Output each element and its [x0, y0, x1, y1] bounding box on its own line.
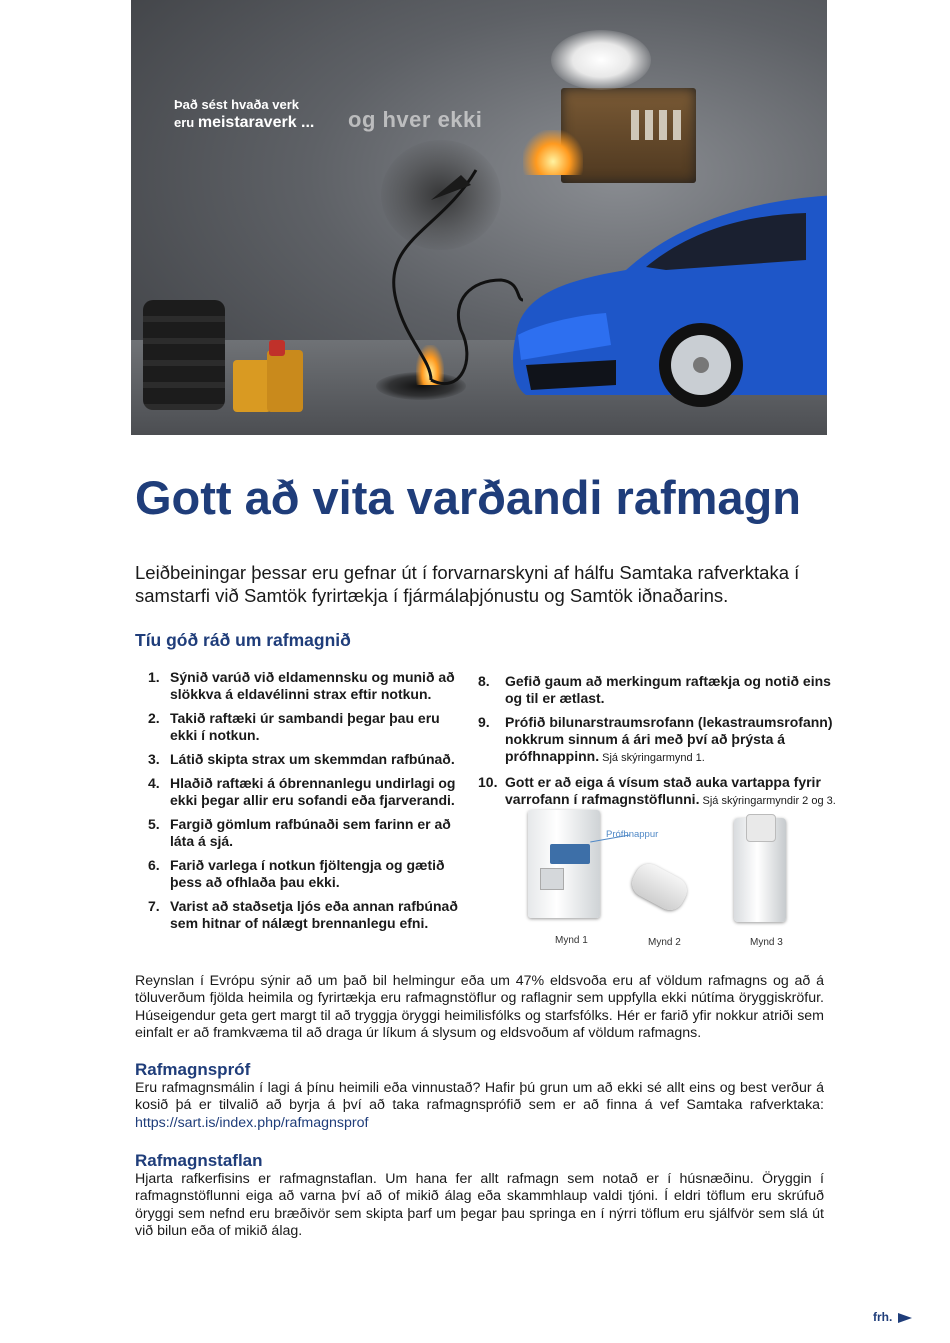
- section-heading-test: Rafmagnspróf: [135, 1060, 251, 1079]
- section-heading-panel: Rafmagnstaflan: [135, 1151, 263, 1170]
- figures-group: [520, 810, 820, 955]
- section-text-test: Eru rafmagnsmálin í lagi á þínu heimili eða vinnustað? Hafir þú grun um að ekki sé allt eins og best verður á kosið þá er tilvalið að byrja á því að taka rafmagnsprófið sem er að finna á vef Samtaka rafverktaka: https://sart.is/index.php/rafmagnsprof: [135, 1080, 824, 1131]
- body-paragraph: Reynslan í Evrópu sýnir að um það bil helmingur eða um 47% eldsvoða eru af völdum rafmagns og að á töluverðum fjölda heimila og fyrirtækja eru rafmagnstöflur og raflagnir sem uppfylla ekki nútíma öryggiskröfur. Húseigendur geta gert margt til að tryggja öryggi heimilisfólks og starfsfólks. Hér er farið yfir nokkur atriði sem einfalt er að framkvæma til að draga úr líkum á slysum og eldsvoðum af völdum rafmagns.: [135, 973, 824, 1041]
- tip-item: 9. Prófið bilunarstraumsrofann (lekastraumsrofann) nokkrum sinnum á ári með því að þrýsta á prófhnappinn. Sjá skýringarmynd 1.: [478, 714, 833, 764]
- tip-item: 5. Fargið gömlum rafbúnaði sem farinn er að láta á sjá.: [148, 816, 451, 849]
- figure-label: Mynd 2: [648, 937, 681, 948]
- tagline-prefix: eru: [174, 115, 198, 130]
- figure-note: Sjá skýringarmynd 1.: [599, 752, 705, 764]
- tip-item: 8. Gefið gaum að merkingum raftækja og notið eins og til er ætlast.: [478, 673, 831, 706]
- tip-item: 7. Varist að staðsetja ljós eða annan rafbúnað sem hitnar of nálægt brennanlegu efni.: [148, 898, 458, 931]
- page-title: Gott að vita varðandi rafmagn: [135, 471, 801, 524]
- test-button-callout: Prófhnappur: [606, 829, 659, 840]
- fuse-image: [627, 859, 692, 915]
- blue-electric-car: [506, 185, 827, 415]
- figure-label: Mynd 1: [555, 935, 588, 946]
- tips-list-left: [148, 669, 468, 939]
- figure-note: Sjá skýringarmyndir 2 og 3.: [699, 795, 836, 807]
- tips-list-right: [478, 673, 843, 817]
- section-text-panel: Hjarta rafkerfisins er rafmagnstaflan. Um hana fer allt rafmagn sem notað er í húsnæðinu. Öryggin í rafmagnstöflunni eiga að varna því að of mikið álag eða skammhlaup valdi tjóni. Í eldri töflum eru skrúfuð öryggi sem nefnd eru bræðivör sem skipta þarf um þegar þau springa en í nýrri töflum eru sjálfvör sem slá út við bilun eða of mikið álag.: [135, 1171, 824, 1239]
- tip-item: 10. Gott er að eiga á vísum stað auka vartappa fyrir varrofann í rafmagnstöflunni. Sjá skýringarmyndir 2 og 3.: [478, 774, 836, 807]
- tip-item: 1. Sýnið varúð við eldamennsku og munið að slökkva á eldavélinni strax eftir notkun.: [148, 669, 455, 702]
- hero-tagline-second: og hver ekki: [348, 107, 483, 132]
- tip-item: 4. Hlaðið raftæki á óbrennanlegu undirlagi og ekki þegar allir eru sofandi eða fjarverandi.: [148, 775, 456, 808]
- fuse-holder-image: [734, 818, 786, 922]
- figure-label: Mynd 3: [750, 937, 783, 948]
- tips-heading: Tíu góð ráð um rafmagnið: [135, 630, 351, 650]
- tip-item: 6. Farið varlega í notkun fjöltengja og gætið þess að ofhlaða þau ekki.: [148, 857, 445, 890]
- tip-item: 2. Takið raftæki úr sambandi þegar þau eru ekki í notkun.: [148, 710, 440, 743]
- continued-indicator: frh.: [873, 1310, 912, 1324]
- tagline-line1: Það sést hvaða verk: [174, 97, 300, 112]
- hero-tagline: [174, 96, 314, 132]
- rcd-breaker-image: [528, 810, 600, 918]
- tip-item: 3. Látið skipta strax um skemmdan rafbúnað.: [148, 751, 455, 767]
- tagline-bold: meistaraverk ...: [197, 114, 315, 131]
- hero-image: [131, 0, 827, 435]
- intro-paragraph: Leiðbeiningar þessar eru gefnar út í forvarnarskyni af hálfu Samtaka rafverktaka í samstarfi við Samtök fyrirtækja í fjármálaþjónustu og Samtök iðnaðarins.: [135, 562, 800, 606]
- arrow-right-icon: [898, 1313, 912, 1323]
- rafmagnsprof-link[interactable]: https://sart.is/index.php/rafmagnsprof: [135, 1114, 369, 1131]
